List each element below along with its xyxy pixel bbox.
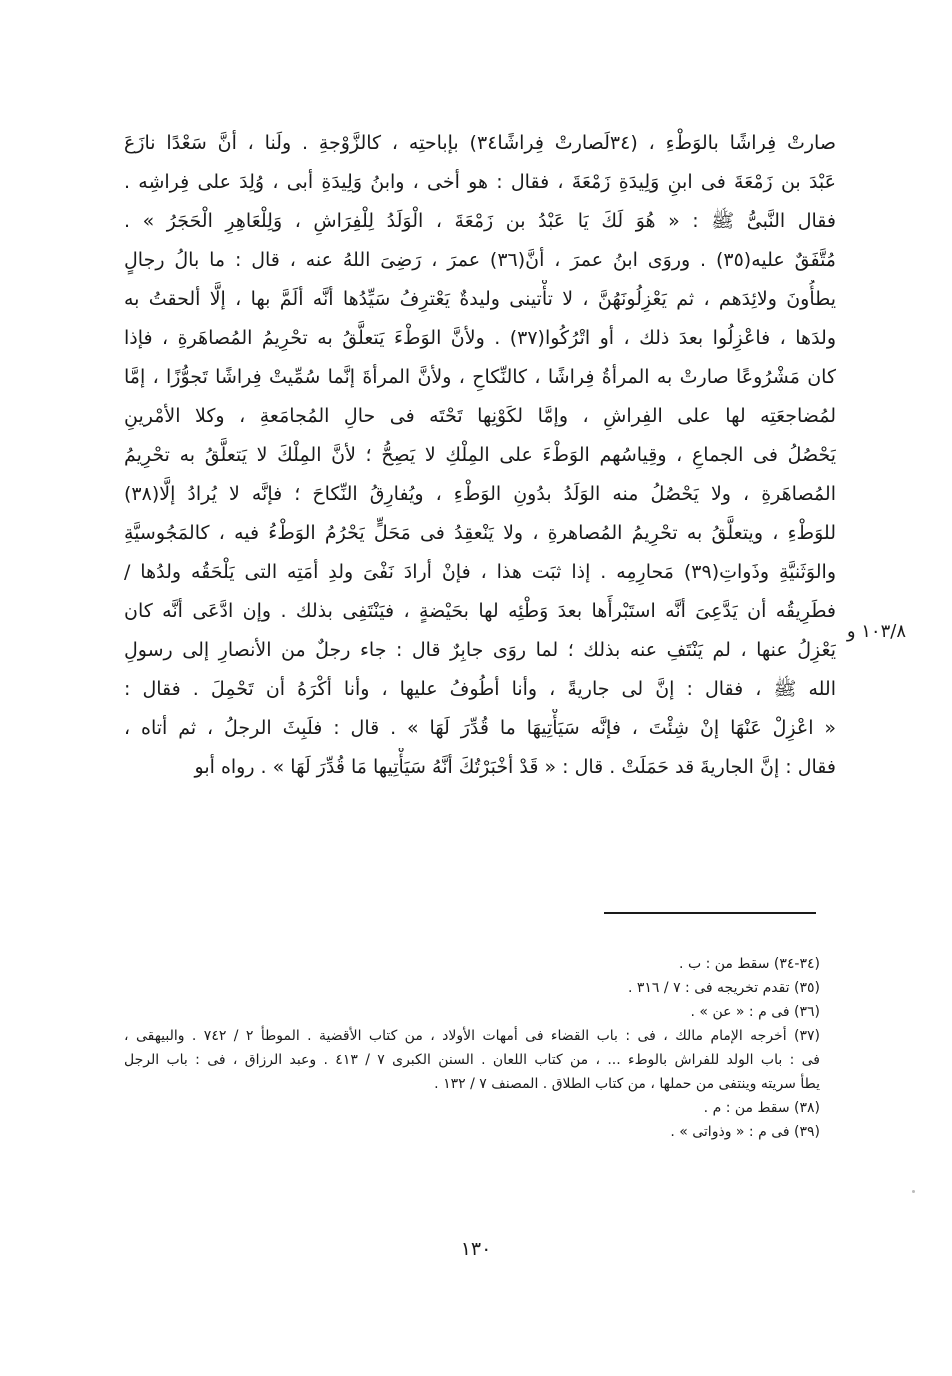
text-line: يَحْصُلُ فى الجماعِ ، وقِياسُهم الوَطْءَ على المِلْكِ لا يَصِحُّ ؛ لأنَّ المِلْكَ لا يَتعلَّقُ به تحْرِيمُ xyxy=(124,444,836,466)
footnote: فى : باب الولد للفراش بالوطء ... ، من كتاب اللعان . السنن الكبرى ٧ / ٤١٣ . وعبد الرزاق ، فى : باب الرجل xyxy=(124,1052,820,1068)
margin-folio-note: ١٠٣/٨ و xyxy=(846,621,906,642)
footnote: يطأ سريته وينتفى من حملها ، من كتاب الطلاق . المصنف ٧ / ١٣٢ . xyxy=(434,1076,820,1092)
text-line: الله ﷺ ، فقال : إنَّ لى جاريةً ، وأنا أطُوفُ عليها ، وأنا أكْرَهُ أن تَحْمِلَ . فقال : xyxy=(124,678,836,700)
text-line: يَعْزِلُ عنها ، لم يَنْتَفِ عنه بذلك ؛ لما روَى جابِرٌ قال : جاء رجلٌ من الأنصارِ إلى رسولِ xyxy=(124,639,836,661)
text-line: مُتَّفَقٌ عليه(٣٥) . وروَى ابنُ عمرَ ، أنَّ(٣٦) عمرَ ، رَضِىَ اللهُ عنه ، قال : ما بالُ رجالٍ xyxy=(124,249,836,271)
scan-speck xyxy=(912,1190,915,1193)
main-text xyxy=(124,124,836,787)
footnote-divider xyxy=(604,912,816,914)
text-line: والوَثَنيَّةِ وذَواتِ(٣٩) مَحارِمِه . إذا ثبَت هذا ، فإنْ أرادَ نَفْىَ ولدِ أمَتِه التى يَلْحَقُه ولدُها / xyxy=(124,561,836,583)
text-line: فقال النَّبىُّ ﷺ : « هُوَ لَكَ يَا عَبْدُ بن زَمْعَةَ ، الْوَلَدُ لِلْفِرَاشِ ، وَلِلْعَاهِرِ الْحَجَرُ » . xyxy=(124,210,836,232)
text-line: فقال : إنَّ الجاريةَ قد حَمَلَتْ . قال : « قَدْ أخْبَرْتُكَ أنَّهُ سَيَأْتِيها مَا قُدِّرَ لَهَا » . رواه أبو xyxy=(194,756,836,778)
footnote: (٣٧) أخرجه الإمام مالك ، فى : باب القضاء فى أمهات الأولاد ، من كتاب الأقضية . الموطأ ٢ / ٧٤٢ . والبيهقى ، xyxy=(124,1028,820,1044)
footnotes xyxy=(124,952,820,1144)
footnote: (٣٥) تقدم تخريجه فى : ٧ / ٣١٦ . xyxy=(627,980,820,996)
text-line: كان مَشْرُوعًا صارتْ به المرأةُ فِراشًا ، كالنِّكاحِ ، ولأنَّ المرأةَ إنَّما سُمِّيتْ فِراشًا تَجوُّزًا ، إمَّا xyxy=(124,366,836,388)
footnote: (٣٩) فى م : « وذواتى » . xyxy=(670,1124,820,1140)
text-line: لمُضاجعَتِه لها على الفِراشِ ، وإمَّا لكَوْنِها تَحْتَه فى حالِ المُجامَعةِ ، وكلا الأمْرينِ xyxy=(124,405,836,427)
text-line: المُصاهَرةِ ، ولا يَحْصُلُ منه الوَلَدُ بدُونِ الوَطْءِ ، ويُفارِقُ النِّكاحَ ؛ فإنَّه لا يُرادُ إلَّا(٣٨) xyxy=(124,483,836,505)
footnote: (٣٨) سقط من : م . xyxy=(703,1100,820,1116)
text-line: « اعْزِلْ عَنْهَا إنْ شِئْتَ ، فإنَّه سَيَأْتِيهَا ما قُدِّرَ لَهَا » . قال : فلَبِثَ الرجلُ ، ثم أتاه ، xyxy=(124,717,836,739)
text-line: ولدَها ، فاعْزِلُوا بعدَ ذلك ، أو اتْرُكُوا(٣٧) . ولأنَّ الوَطْءَ يَتعلَّقُ به تحْرِيمُ المُصاهَرةِ ، فإذا xyxy=(124,327,836,349)
footnote: (٣٤-٣٤) سقط من : ب . xyxy=(679,956,820,972)
text-line: للوَطْءِ ، ويتعلَّقُ به تحْرِيمُ المُصاهرةِ ، ولا يَنْعقِدُ فى مَحَلٍّ يَحْرُمُ الوَطْءُ فيه ، كالمَجُوسيَّةِ xyxy=(124,522,836,544)
page-number: ١٣٠ xyxy=(460,1238,492,1260)
text-line: صارتْ فِراشًا بالوَطْءِ ، (٣٤لَصارتْ فِراشًا٣٤) بإباحتِه ، كالزَّوْجةِ . ولَنا ، أنَّ سَعْدًا نازَعَ xyxy=(124,132,836,154)
text-line: فطَرِيقُه أن يَدَّعِىَ أنَّه استَبْرأَها بعدَ وَطْئِه لها بحَيْضةٍ ، فيَنْتَفِى بذلك . وإن ادَّعَى أنَّه كان xyxy=(124,600,836,622)
text-line: يطأُونَ ولائِدَهم ، ثم يَعْزِلُونَهُنَّ ، لا تأْتينى وليدةٌ يَعْترِفُ سَيِّدُها أنَّه ألَمَّ بها ، إلَّا ألحقتُ به xyxy=(124,288,836,310)
footnote: (٣٦) فى م : « عن » . xyxy=(690,1004,820,1020)
text-line: عَبْدَ بن زَمْعَةَ فى ابنِ وَلِيدَةِ زَمْعَةَ ، فقال : هو أخى ، وابنُ وَلِيدَةِ أبى ، وُلِدَ على فِراشِه . xyxy=(124,171,836,193)
